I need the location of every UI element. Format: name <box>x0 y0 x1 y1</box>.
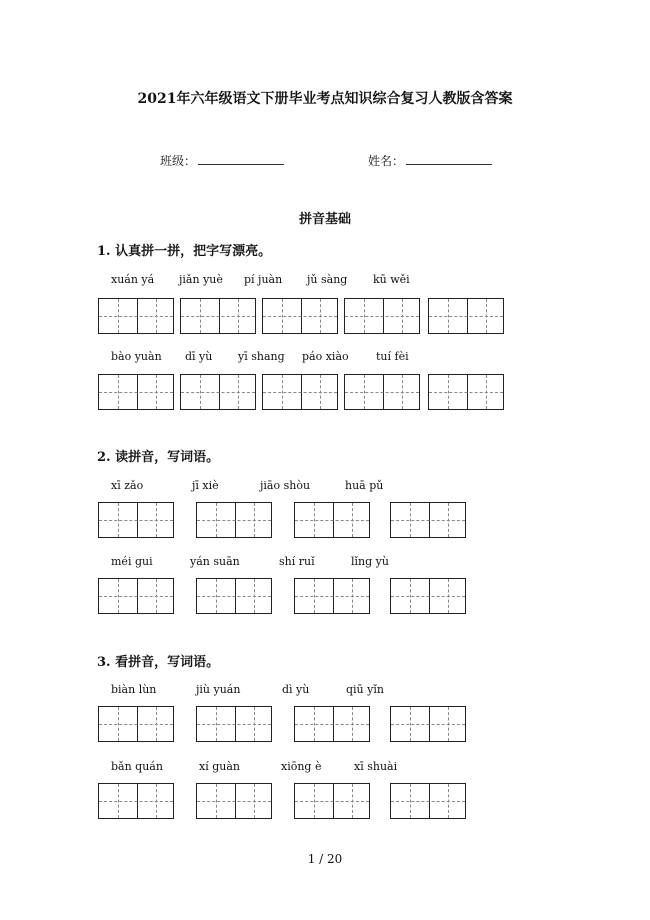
pinyin-label: xī shuài <box>354 760 398 773</box>
pinyin-label: jiù yuán <box>196 683 241 696</box>
tianzige-writing-box[interactable] <box>294 783 370 819</box>
tianzige-writing-box[interactable] <box>98 783 174 819</box>
pinyin-label: jiāo shòu <box>260 479 311 492</box>
pinyin-label: xiōng è <box>281 760 322 773</box>
tianzige-writing-box[interactable] <box>262 374 338 410</box>
pinyin-label: jǔ sàng <box>307 273 348 286</box>
pinyin-label: yán suān <box>190 555 240 568</box>
pinyin-label: páo xiào <box>302 350 349 363</box>
class-label: 班级： <box>160 154 197 168</box>
name-field <box>368 152 492 169</box>
tianzige-writing-box[interactable] <box>390 502 466 538</box>
pinyin-label: pí juàn <box>244 273 283 286</box>
pinyin-label: yī shang <box>238 350 285 363</box>
tianzige-writing-box[interactable] <box>262 298 338 334</box>
tianzige-writing-box[interactable] <box>428 374 504 410</box>
pinyin-label: méi gui <box>111 555 153 568</box>
tianzige-writing-box[interactable] <box>344 374 420 410</box>
tianzige-writing-box[interactable] <box>98 298 174 334</box>
tianzige-writing-box[interactable] <box>180 374 256 410</box>
tianzige-writing-box[interactable] <box>98 706 174 742</box>
pinyin-label: jiǎn yuè <box>179 273 223 286</box>
pinyin-label: tuí fèi <box>376 350 409 363</box>
tianzige-writing-box[interactable] <box>294 706 370 742</box>
name-label: 姓名： <box>368 154 405 168</box>
pinyin-label: huā pǔ <box>345 479 384 492</box>
tianzige-writing-box[interactable] <box>196 578 272 614</box>
pinyin-label: xī zǎo <box>111 479 144 492</box>
tianzige-writing-box[interactable] <box>390 783 466 819</box>
name-blank[interactable] <box>406 153 492 165</box>
pinyin-label: kū wěi <box>373 273 410 286</box>
section-title: 拼音基础 <box>298 212 351 227</box>
tianzige-writing-box[interactable] <box>428 298 504 334</box>
class-blank[interactable] <box>198 153 284 165</box>
question-3-heading: 3. 看拼音，写词语。 <box>97 655 220 670</box>
tianzige-writing-box[interactable] <box>390 578 466 614</box>
page-number: 1 / 20 <box>307 852 343 866</box>
pinyin-label: dì yù <box>282 683 310 696</box>
class-field <box>160 152 284 169</box>
tianzige-writing-box[interactable] <box>180 298 256 334</box>
tianzige-writing-box[interactable] <box>98 374 174 410</box>
tianzige-writing-box[interactable] <box>294 578 370 614</box>
pinyin-label: dī yù <box>185 350 213 363</box>
pinyin-label: xí guàn <box>199 760 240 773</box>
pinyin-label: biàn lùn <box>111 683 157 696</box>
document-title: 2021年六年级语文下册毕业考点知识综合复习人教版含答案 <box>137 91 513 107</box>
tianzige-writing-box[interactable] <box>294 502 370 538</box>
pinyin-label: jī xiè <box>192 479 219 492</box>
tianzige-writing-box[interactable] <box>196 706 272 742</box>
pinyin-label: xuán yá <box>111 273 155 286</box>
pinyin-label: qiū yǐn <box>346 683 384 696</box>
question-1-heading: 1. 认真拼一拼，把字写漂亮。 <box>97 244 272 259</box>
tianzige-writing-box[interactable] <box>98 502 174 538</box>
pinyin-label: bào yuàn <box>111 350 162 363</box>
pinyin-label: shí ruǐ <box>279 555 315 568</box>
tianzige-writing-box[interactable] <box>196 502 272 538</box>
tianzige-writing-box[interactable] <box>98 578 174 614</box>
tianzige-writing-box[interactable] <box>344 298 420 334</box>
question-2-heading: 2. 读拼音，写词语。 <box>97 450 220 465</box>
tianzige-writing-box[interactable] <box>196 783 272 819</box>
pinyin-label: bǎn quán <box>111 760 163 773</box>
pinyin-label: lǐng yù <box>351 555 389 568</box>
tianzige-writing-box[interactable] <box>390 706 466 742</box>
